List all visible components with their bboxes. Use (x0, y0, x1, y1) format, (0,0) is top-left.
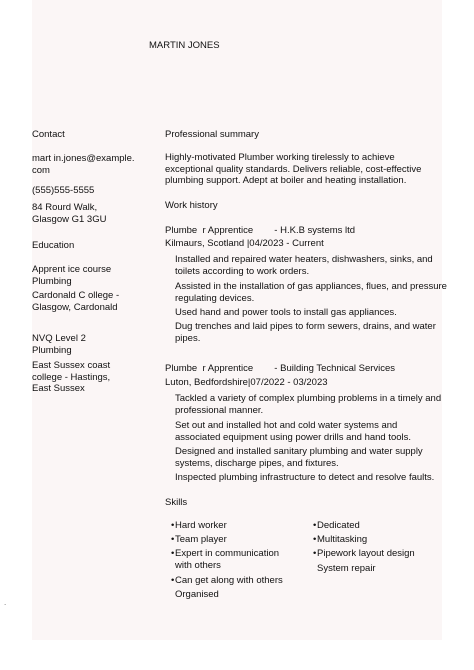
summary-text: Highly-motivated Plumber working tirelessly to achieve exceptional quality standards. Delivers reliable, cost-effective plumbing support. Adept at boiler and heating installation. (165, 152, 422, 186)
education-school-1: Cardonald C ollege - Glasgow, Cardonald (32, 290, 120, 313)
contact-email: mart in.jones@example. com (32, 153, 135, 176)
skill-bullet-dot: • (171, 534, 175, 545)
skill-left-1: Hard worker (175, 520, 227, 531)
job-2-bullet-2: Set out and installed hot and cold water systems and associated equipment using power drills and hand tools. (175, 420, 412, 443)
summary-heading: Professional summary (165, 129, 259, 140)
skill-bullet-dot: • (171, 548, 175, 559)
skill-bullet-dot: • (313, 534, 317, 545)
job-2-location-dates: Luton, Bedfordshire|07/2022 - 03/2023 (165, 377, 328, 388)
resume-page (32, 0, 442, 640)
skills-heading: Skills (165, 497, 188, 508)
skill-right-3: Pipework layout design (317, 548, 415, 559)
job-1-bullet-2: Assisted in the installation of gas appliances, flues, and pressure regulating devices. (175, 281, 447, 304)
contact-heading: Contact (32, 129, 65, 140)
job-2-title: Plumbe r Apprentice - Building Technical Services (165, 363, 396, 374)
job-1-bullet-3: Used hand and power tools to install gas appliances. (175, 307, 397, 318)
job-2-bullet-3: Designed and installed sanitary plumbing and water supply systems, discharge pipes, and fixtures. (175, 446, 423, 469)
skill-left-2: Team player (175, 534, 227, 545)
job-1-bullet-4: Dug trenches and laid pipes to form sewers, drains, and water pipes. (175, 321, 436, 344)
education-title-2: NVQ Level 2 Plumbing (32, 333, 86, 356)
work-history-heading: Work history (165, 200, 218, 211)
job-1-title: Plumbe r Apprentice - H.K.B systems ltd (165, 225, 356, 236)
education-heading: Education (32, 240, 75, 251)
skill-left-3: Expert in communication with others (175, 548, 280, 571)
stray-mark: . (4, 598, 7, 607)
job-1-bullet-1: Installed and repaired water heaters, dishwashers, sinks, and toilets according to work orders. (175, 254, 433, 277)
skill-right-4: System repair (317, 563, 376, 574)
skill-bullet-dot: • (313, 520, 317, 531)
skill-bullet-dot: • (171, 520, 175, 531)
skill-right-2: Multitasking (317, 534, 368, 545)
contact-address: 84 Rourd Walk, Glasgow G1 3GU (32, 202, 107, 225)
job-1-location-dates: Kilmaurs, Scotland |04/2023 - Current (165, 238, 324, 249)
contact-phone: (555)555-5555 (32, 185, 95, 196)
skill-bullet-dot: • (313, 548, 317, 559)
skill-bullet-dot: • (171, 575, 175, 586)
job-2-bullet-1: Tackled a variety of complex plumbing problems in a timely and professional manner. (175, 393, 442, 416)
job-2-bullet-4: Inspected plumbing infrastructure to detect and resolve faults. (175, 472, 435, 483)
skill-left-5: Organised (175, 589, 219, 600)
education-title-1: Apprent ice course Plumbing (32, 264, 112, 287)
skill-right-1: Dedicated (317, 520, 360, 531)
education-school-2: East Sussex coast college - Hastings, East Sussex (32, 360, 111, 394)
skill-left-4: Can get along with others (175, 575, 283, 586)
resume-name: MARTIN JONES (149, 40, 220, 51)
